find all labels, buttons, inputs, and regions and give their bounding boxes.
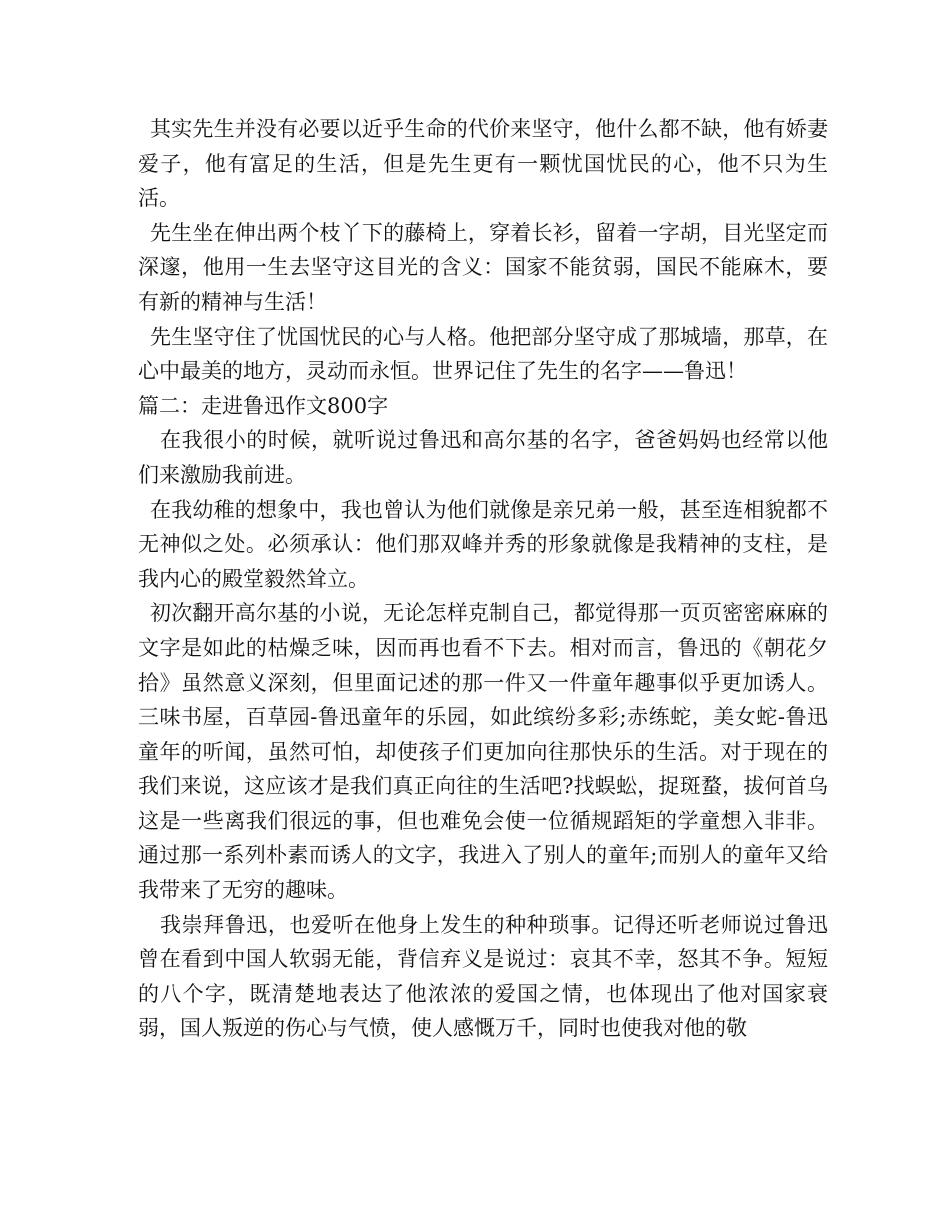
paragraph-1: 其实先生并没有必要以近乎生命的代价来坚守，他什么都不缺，他有娇妻爱子，他有富足的生活，但是先生更有一颗忧国忧民的心，他不只为生活。 xyxy=(138,117,828,211)
paragraph-3: 先生坚守住了忧国忧民的心与人格。他把部分坚守成了那城墙，那草，在心中最美的地方，灵动而永恒。世界记住了先生的名字——鲁迅！ xyxy=(138,324,828,384)
section-paragraph-4: 我崇拜鲁迅，也爱听在他身上发生的种种琐事。记得还听老师说过鲁迅曾在看到中国人软弱无能，背信弃义是说过：哀其不幸，怒其不争。短短的八个字，既清楚地表达了他浓浓的爱国之情，也体现出了他对国家衰弱，国人叛逆的伤心与气愤，使人感慨万千，同时也使我对他的敬 xyxy=(138,912,828,1041)
section-paragraph-1: 在我很小的时候，就听说过鲁迅和高尔基的名字，爸爸妈妈也经常以他们来激励我前进。 xyxy=(138,428,828,487)
section-heading: 篇二：走进鲁迅作文800字 xyxy=(138,393,389,418)
section-paragraph-2: 在我幼稚的想象中，我也曾认为他们就像是亲兄弟一般，甚至连相貌都不无神似之处。必须承认：他们那双峰并秀的形象就像是我精神的支柱，是我内心的殿堂毅然耸立。 xyxy=(138,497,828,591)
document-page xyxy=(138,112,828,1046)
paragraph-2: 先生坐在伸出两个枝丫下的藤椅上，穿着长衫，留着一字胡，目光坚定而深邃，他用一生去坚守这目光的含义：国家不能贫弱，国民不能麻木，要有新的精神与生活！ xyxy=(138,220,828,314)
section-paragraph-3: 初次翻开高尔基的小说，无论怎样克制自己，都觉得那一页页密密麻麻的文字是如此的枯燥乏味，因而再也看不下去。相对而言，鲁迅的《朝花夕拾》虽然意义深刻，但里面记述的那一件又一件童年趣事似乎更加诱人。三味书屋，百草园-鲁迅童年的乐园，如此缤纷多彩;赤练蛇，美女蛇-鲁迅童年的听闻，虽然可怕，却使孩子们更加向往那快乐的生活。对于现在的我们来说，这应该才是我们真正向往的生活吧?找蜈蚣，捉斑蝥，拔何首乌这是一些离我们很远的事，但也难免会使一位循规蹈矩的学童想入非非。通过那一系列朴素而诱人的文字，我进入了别人的童年;而别人的童年又给我带来了无穷的趣味。 xyxy=(138,601,828,903)
